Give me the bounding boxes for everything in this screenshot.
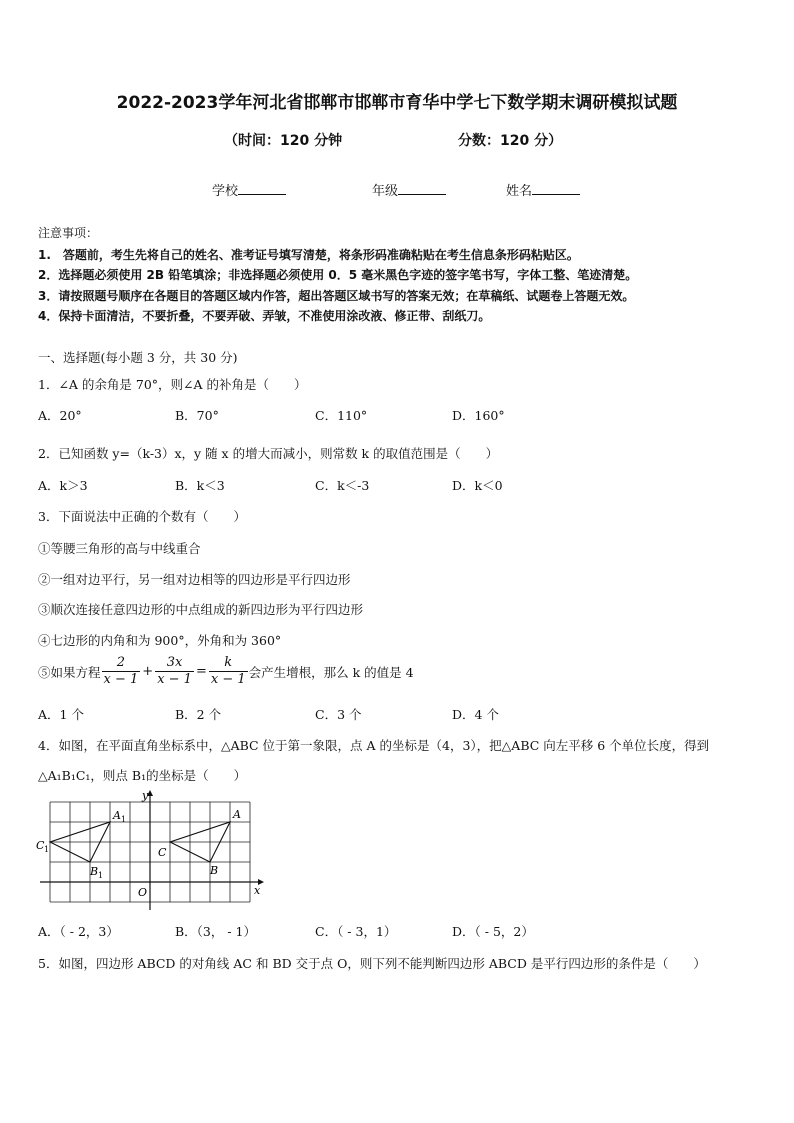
point-b1-label: B [90, 865, 99, 878]
q1-stem: 1．∠A 的余角是 70°，则∠A 的补角是（ ） [38, 377, 307, 392]
note-item: 4．保持卡面清洁，不要折叠，不要弄破、弄皱，不准使用涂改液、修正带、刮纸刀。 [38, 309, 491, 323]
q5-stem: 5．如图，四边形 ABCD 的对角线 AC 和 BD 交于点 O，则下列不能判断四边形 ABCD 是平行四边形的条件是（ ） [38, 956, 706, 971]
q2-option-b: B．k＜3 [175, 478, 225, 493]
origin-label: O [138, 886, 148, 899]
time-label: （时间：120 分钟 [224, 133, 343, 149]
school-field [212, 180, 286, 199]
grade-blank [398, 182, 446, 195]
q1-option-a: A．20° [38, 408, 82, 423]
point-c1-label: C [36, 839, 45, 852]
q4-option-b: B．（3， - 1） [175, 924, 257, 939]
name-label: 姓名 [506, 184, 533, 199]
score-label: 分数：120 分） [458, 133, 563, 149]
q3-statement-4: ④七边形的内角和为 900°，外角和为 360° [38, 633, 282, 648]
q2-stem: 2．已知函数 y=（k-3）x，y 随 x 的增大而减小，则常数 k 的取值范围是（ ） [38, 446, 499, 461]
q4-stem-line2: △A₁B₁C₁，则点 B₁的坐标是（ ） [38, 768, 247, 783]
note-item: 3．请按照题号顺序在各题目的答题区域内作答，超出答题区域书写的答案无效；在草稿纸、试题卷上答题无效。 [38, 289, 635, 303]
page-title: 2022-2023学年河北省邯郸市邯郸市育华中学七下数学期末调研模拟试题 [116, 93, 678, 113]
grade-label: 年级 [372, 184, 399, 199]
q3-option-a: A．1 个 [38, 707, 84, 722]
x-label: x [254, 884, 261, 897]
fraction-3 [209, 655, 248, 688]
fraction-1-numerator: 2 [116, 655, 126, 670]
q3-option-d: D．4 个 [452, 707, 499, 722]
fraction-2-denominator: x − 1 [157, 672, 192, 687]
q3-stem: 3．下面说法中正确的个数有（ ） [38, 509, 246, 524]
q1-option-c: C．110° [315, 408, 368, 423]
q2-option-c: C．k＜-3 [315, 478, 370, 493]
q4-option-d: D．（ - 5，2） [452, 924, 534, 939]
school-label: 学校 [212, 184, 239, 199]
note-item: 2．选择题必须使用 2B 铅笔填涂；非选择题必须使用 0．5 毫米黑色字迹的签字笔书写，字体工整、笔迹清楚。 [38, 268, 638, 282]
fraction-1 [102, 655, 141, 688]
fraction-2 [155, 655, 194, 688]
point-c1-subscript: 1 [44, 845, 50, 854]
point-b-label: B [210, 864, 219, 877]
plus-sign: + [142, 664, 154, 679]
q1-option-d: D．160° [452, 408, 505, 423]
name-field [506, 180, 580, 199]
q4-option-a: A．（ - 2，3） [38, 924, 119, 939]
school-blank [238, 182, 286, 195]
q4-stem-line1: 4．如图，在平面直角坐标系中，△ABC 位于第一象限，点 A 的坐标是（4，3），把△ABC 向左平移 6 个单位长度，得到 [38, 738, 710, 753]
y-label: y [142, 789, 149, 802]
point-a-label: A [233, 808, 241, 821]
fraction-2-numerator: 3x [166, 655, 183, 670]
q1-option-b: B．70° [175, 408, 219, 423]
section-heading: 一、选择题(每小题 3 分，共 30 分) [38, 350, 238, 365]
point-b1-subscript: 1 [98, 871, 104, 880]
q2-option-d: D．k＜0 [452, 478, 503, 493]
q3-statement-3: ③顺次连接任意四边形的中点组成的新四边形为平行四边形 [38, 602, 364, 617]
grade-field [372, 180, 446, 199]
point-a1-label: A [113, 809, 121, 822]
fraction-1-denominator: x − 1 [103, 672, 139, 687]
point-a1-subscript: 1 [121, 815, 127, 824]
q3-statement-2: ②一组对边平行，另一组对边相等的四边形是平行四边形 [38, 572, 351, 587]
fraction-3-numerator: k [224, 655, 233, 670]
name-blank [532, 182, 580, 195]
q3-s5-prefix: ⑤如果方程 [38, 664, 101, 680]
q3-statement-5 [38, 655, 414, 688]
q3-s5-suffix: 会产生增根，那么 k 的值是 4 [248, 664, 414, 680]
q4-option-c: C．（ - 3，1） [315, 924, 397, 939]
q3-option-b: B．2 个 [175, 707, 222, 722]
q3-option-c: C．3 个 [315, 707, 362, 722]
q3-statement-1: ①等腰三角形的高与中线重合 [38, 541, 201, 556]
note-item: 1. 答题前，考生先将自己的姓名、准考证号填写清楚，将条形码准确粘贴在考生信息条形码粘贴区。 [38, 248, 579, 262]
notes-heading: 注意事项： [38, 226, 99, 240]
equals-sign: = [195, 664, 207, 679]
fraction-3-denominator: x − 1 [210, 672, 246, 687]
q2-option-a: A．k＞3 [38, 478, 88, 493]
point-c-label: C [158, 846, 167, 859]
coordinate-grid-figure [34, 788, 270, 912]
